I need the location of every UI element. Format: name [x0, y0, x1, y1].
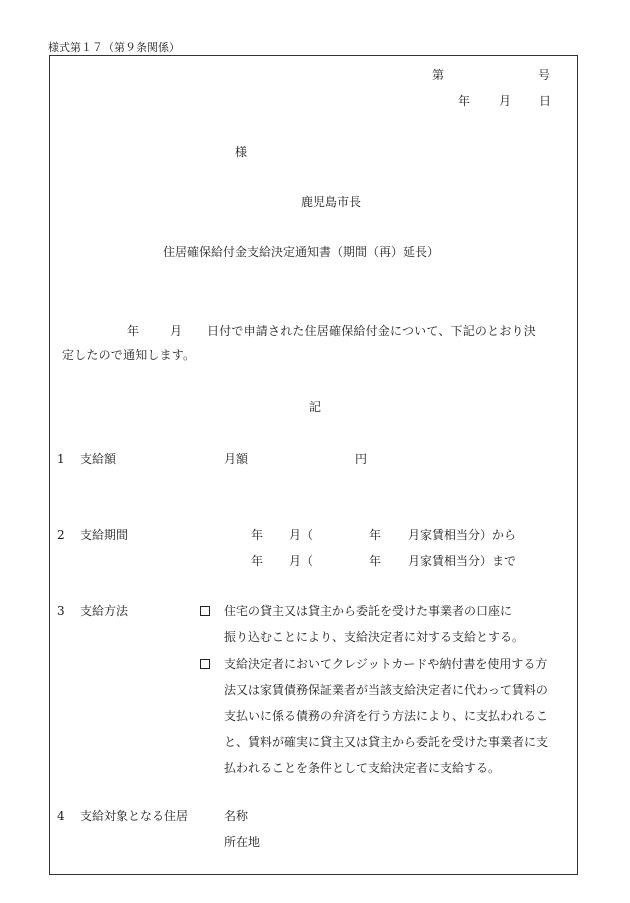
- addressee-suffix: 様: [235, 145, 248, 159]
- page-title: 住居確保給付金支給決定通知書（期間（再）延長）: [163, 245, 440, 259]
- item-4-label: 支給対象となる住居: [80, 809, 189, 823]
- item-2-number: 2: [57, 528, 65, 542]
- period-from-year: 年: [251, 528, 264, 542]
- item-3-label: 支給方法: [80, 604, 129, 618]
- date-day: 日: [539, 94, 552, 108]
- period-to-year: 年: [251, 554, 264, 568]
- period-to-rent-text: 月家賃相当分）まで: [408, 554, 517, 568]
- period-to-rent-year: 年: [369, 554, 382, 568]
- method-option-1-line-2: 振り込むことにより、支給決定者に対する支給とする。: [224, 630, 525, 644]
- method-option-2-line-4: と、賃料が確実に貸主又は貸主から委託を受けた事業者に支: [224, 735, 549, 749]
- item-1-number: 1: [57, 452, 65, 466]
- issuer: 鹿児島市長: [301, 195, 362, 209]
- number-prefix: 第: [432, 68, 445, 82]
- item-1-yen: 円: [355, 452, 368, 466]
- period-from-rent-year: 年: [369, 528, 382, 542]
- method-option-1-line-1: 住宅の貸主又は貸主から委託を受けた事業者の口座に: [224, 604, 513, 618]
- form-label: 様式第１７（第９条関係）: [48, 41, 180, 54]
- item-1-label: 支給額: [80, 452, 117, 466]
- method-option-2-line-3: 支払いに係る債務の弁済を行う方法により、に支払われるこ: [224, 709, 549, 723]
- item-1-monthly: 月額: [224, 452, 249, 466]
- period-to-month: 月（: [289, 554, 314, 568]
- period-from-month: 月（: [289, 528, 314, 542]
- method-option-2-line-5: 払われることを条件として支給決定者に支給する。: [224, 761, 501, 775]
- body-month: 月: [170, 324, 183, 338]
- item-2-label: 支給期間: [80, 528, 129, 542]
- body-year: 年: [127, 324, 140, 338]
- document-frame: [49, 55, 578, 875]
- residence-name-label: 名称: [224, 809, 249, 823]
- period-from-rent-text: 月家賃相当分）から: [408, 528, 517, 542]
- body-text-1: 日付で申請された住居確保給付金について、下記のとおり決: [207, 324, 536, 338]
- date-year: 年: [458, 94, 471, 108]
- number-suffix: 号: [538, 68, 551, 82]
- method-option-2-line-1: 支給決定者においてクレジットカードや納付書を使用する方: [224, 657, 548, 671]
- item-3-number: 3: [57, 604, 65, 618]
- body-text-2: 定したので通知します。: [62, 348, 196, 362]
- method-option-1-checkbox[interactable]: [200, 606, 210, 616]
- residence-address-label: 所在地: [224, 835, 261, 849]
- date-month: 月: [499, 94, 512, 108]
- item-4-number: 4: [57, 809, 65, 823]
- method-option-2-line-2: 法又は家賃債務保証業者が当該支給決定者に代わって賃料の: [224, 683, 548, 697]
- method-option-2-checkbox[interactable]: [200, 659, 210, 669]
- ki-heading: 記: [309, 400, 322, 414]
